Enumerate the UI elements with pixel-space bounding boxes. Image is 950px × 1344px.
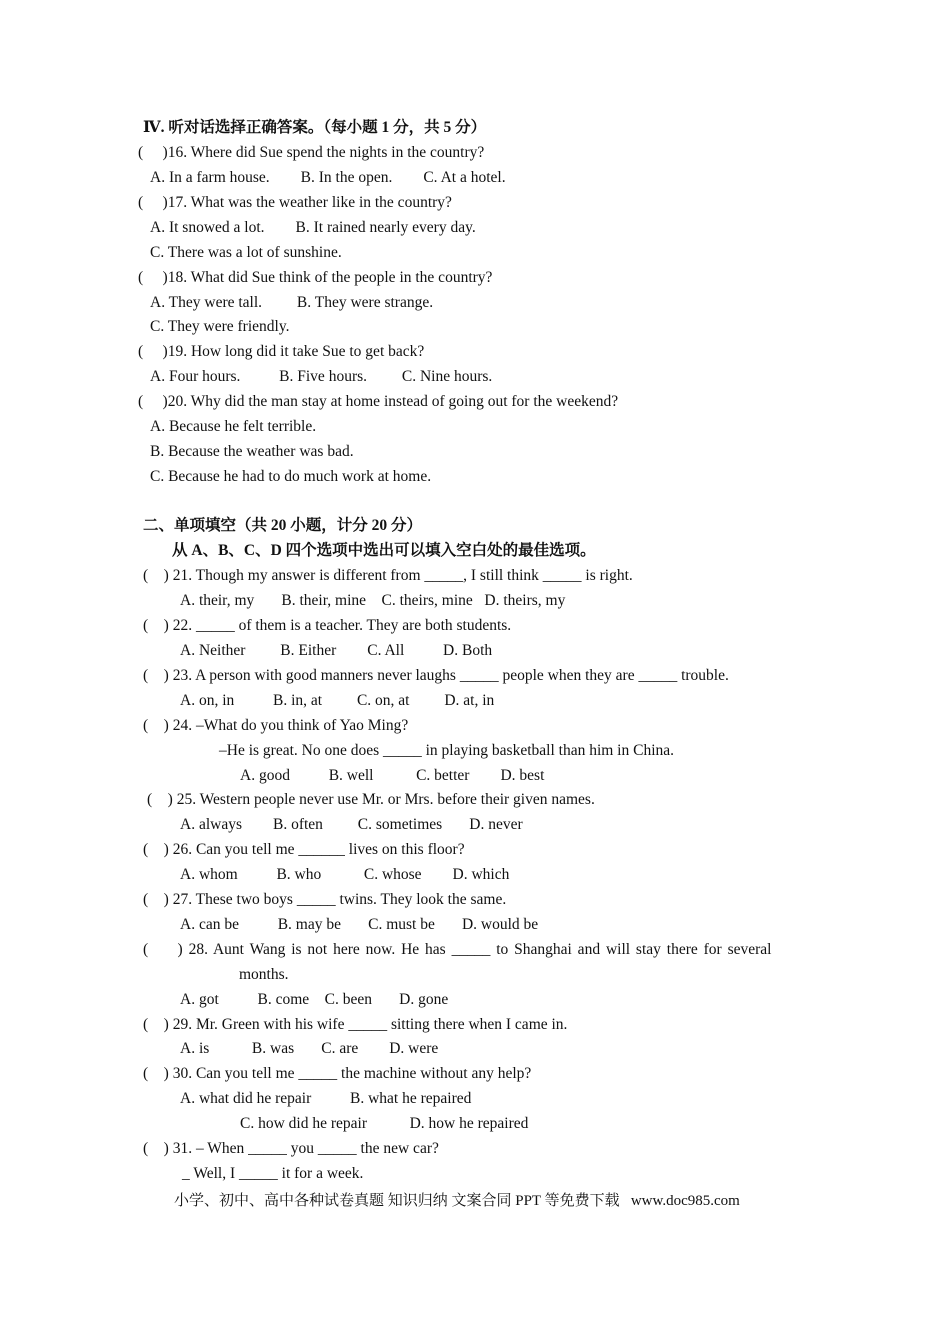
question-31: ( ) 31. – When _____ you _____ the new car?: [143, 1140, 439, 1157]
question-25: ( ) 25. Western people never use Mr. or Mrs. before their given names.: [147, 791, 595, 808]
question-27: ( ) 27. These two boys _____ twins. They look the same.: [143, 891, 507, 908]
question-31-reply: _ Well, I _____ it for a week.: [182, 1165, 364, 1182]
question-26: ( ) 26. Can you tell me ______ lives on this floor?: [143, 841, 465, 858]
question-19: ( )19. How long did it take Sue to get back?: [138, 343, 425, 360]
question-16-options: A. In a farm house. B. In the open. C. At a hotel.: [150, 169, 506, 186]
question-18: ( )18. What did Sue think of the people in the country?: [138, 269, 493, 286]
question-18-options: A. They were tall. B. They were strange.: [150, 294, 434, 311]
question-20-option-b: B. Because the weather was bad.: [150, 443, 354, 460]
question-20-option-c: C. Because he had to do much work at home.: [150, 468, 432, 485]
question-22-options: A. Neither B. Either C. All D. Both: [180, 642, 493, 659]
question-24: ( ) 24. –What do you think of Yao Ming?: [143, 717, 409, 734]
question-30-options-ab: A. what did he repair B. what he repaired: [180, 1090, 472, 1107]
question-23: ( ) 23. A person with good manners never laughs _____ people when they are _____ trouble.: [143, 667, 729, 684]
question-26-options: A. whom B. who C. whose D. which: [180, 866, 510, 883]
question-16: ( )16. Where did Sue spend the nights in the country?: [138, 144, 485, 161]
section-heading-listening: Ⅳ. 听对话选择正确答案。（每小题 1 分，共 5 分）: [143, 119, 487, 136]
page-footer: 小学、初中、高中各种试卷真题 知识归纳 文案合同 PPT 等免费下载 www.doc985.com: [174, 1193, 740, 1209]
question-17-options: A. It snowed a lot. B. It rained nearly every day.: [150, 219, 476, 236]
question-29-options: A. is B. was C. are D. were: [180, 1040, 439, 1057]
question-17-option-c: C. There was a lot of sunshine.: [150, 244, 342, 261]
question-27-options: A. can be B. may be C. must be D. would be: [180, 916, 539, 933]
question-22: ( ) 22. _____ of them is a teacher. They are both students.: [143, 617, 512, 634]
question-29: ( ) 29. Mr. Green with his wife _____ sitting there when I came in.: [143, 1016, 568, 1033]
question-20: ( )20. Why did the man stay at home instead of going out for the weekend?: [138, 393, 619, 410]
section-instruction: 从 A、B、C、D 四个选项中选出可以填入空白处的最佳选项。: [172, 542, 596, 559]
question-30-options-cd: C. how did he repair D. how he repaired: [240, 1115, 529, 1132]
question-28-cont: months.: [239, 966, 289, 983]
question-25-options: A. always B. often C. sometimes D. never: [180, 816, 523, 833]
question-28-options: A. got B. come C. been D. gone: [180, 991, 449, 1008]
question-21-options: A. their, my B. their, mine C. theirs, mine D. theirs, my: [180, 592, 566, 609]
question-20-option-a: A. Because he felt terrible.: [150, 418, 317, 435]
question-30: ( ) 30. Can you tell me _____ the machine without any help?: [143, 1065, 532, 1082]
question-28: ( ) 28. Aunt Wang is not here now. He has _____ to Shanghai and will stay there for several: [143, 941, 772, 958]
question-21: ( ) 21. Though my answer is different from _____, I still think _____ is right.: [143, 567, 633, 584]
question-18-option-c: C. They were friendly.: [150, 318, 290, 335]
question-24-options: A. good B. well C. better D. best: [240, 767, 545, 784]
section-heading-single-choice: 二、单项填空（共 20 小题，计分 20 分）: [143, 517, 423, 534]
question-19-options: A. Four hours. B. Five hours. C. Nine hours.: [150, 368, 493, 385]
question-24-reply: –He is great. No one does _____ in playing basketball than him in China.: [219, 742, 675, 759]
question-17: ( )17. What was the weather like in the country?: [138, 194, 452, 211]
question-23-options: A. on, in B. in, at C. on, at D. at, in: [180, 692, 495, 709]
